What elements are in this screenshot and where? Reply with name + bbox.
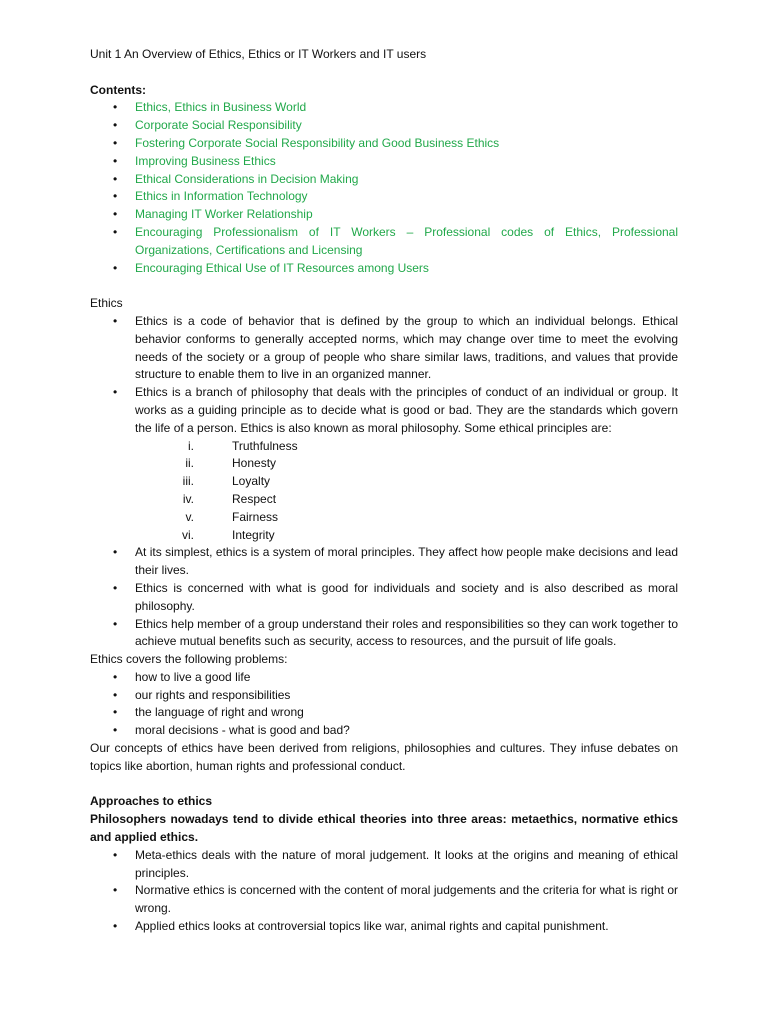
approaches-heading: Approaches to ethics — [90, 794, 213, 809]
problem-item: • moral decisions - what is good and bad? — [90, 722, 678, 740]
document-body — [90, 46, 678, 936]
problem-item: • the language of right and wrong — [90, 704, 678, 722]
principle-text: Loyalty — [232, 474, 271, 489]
contents-item[interactable]: • Encouraging Professionalism of IT Workers – Professional codes of Ethics, Professional Organizations, Certifications and Licensing — [90, 224, 678, 260]
ethics-bullet: • Ethics help member of a group understand their roles and responsibilities so they can work together to achieve mutual benefits such as security, access to resources, and the pursuit of life goals. — [90, 616, 678, 652]
approaches-list — [90, 847, 678, 936]
principle-number: vi. — [182, 527, 194, 542]
principle-item — [90, 438, 678, 456]
spacer — [90, 277, 678, 295]
principle-text: Integrity — [232, 527, 275, 542]
principle-number: iii. — [182, 474, 194, 489]
ethics-bullet-list-continued — [90, 544, 678, 651]
principle-number: i. — [188, 438, 194, 453]
ethics-heading: Ethics — [90, 296, 123, 311]
problems-intro: Ethics covers the following problems: — [90, 652, 288, 667]
ethics-bullet: • Ethics is a code of behavior that is defined by the group to which an individual belongs. Ethical behavior conforms to generally accepted norms, which may change over time to meet the evolving needs of the society or a group of people who share similar laws, traditions, and values that provide structure to enable them to live in an organized manner. — [90, 313, 678, 384]
contents-item[interactable]: • Ethics in Information Technology — [90, 188, 678, 206]
contents-item[interactable]: • Managing IT Worker Relationship — [90, 206, 678, 224]
ethics-bullet-list — [90, 313, 678, 438]
contents-item[interactable]: • Fostering Corporate Social Responsibility and Good Business Ethics — [90, 135, 678, 153]
contents-item[interactable]: • Encouraging Ethical Use of IT Resources among Users — [90, 260, 678, 278]
principle-number: iv. — [182, 491, 194, 506]
contents-item[interactable]: • Improving Business Ethics — [90, 153, 678, 171]
contents-item[interactable]: • Ethical Considerations in Decision Making — [90, 171, 678, 189]
contents-item[interactable]: • Corporate Social Responsibility — [90, 117, 678, 135]
ethics-bullet: • At its simplest, ethics is a system of moral principles. They affect how people make decisions and lead their lives. — [90, 544, 678, 580]
problem-item: • our rights and responsibilities — [90, 687, 678, 705]
contents-heading: Contents: — [90, 82, 146, 97]
ethics-bullet: • Ethics is concerned with what is good for individuals and society and is also described as moral philosophy. — [90, 580, 678, 616]
approach-item: • Normative ethics is concerned with the content of moral judgements and the criteria for what is right or wrong. — [90, 882, 678, 918]
principle-item — [90, 527, 678, 545]
principle-text: Honesty — [232, 456, 277, 471]
principle-number: ii. — [185, 456, 194, 471]
problem-item: • how to live a good life — [90, 669, 678, 687]
ethical-principles-list — [90, 438, 678, 545]
principle-text: Respect — [232, 491, 277, 506]
approach-item: • Meta-ethics deals with the nature of moral judgement. It looks at the origins and meaning of ethical principles. — [90, 847, 678, 883]
principle-number: v. — [185, 509, 194, 524]
principle-item — [90, 455, 678, 473]
contents-list — [90, 99, 678, 277]
ethics-bullet: • Ethics is a branch of philosophy that deals with the principles of conduct of an individual or group. It works as a guiding principle as to decide what is good or bad. They are the standards which govern the life of a person. Ethics is also known as moral philosophy. Some ethical principles are: — [90, 384, 678, 437]
contents-item[interactable]: • Ethics, Ethics in Business World — [90, 99, 678, 117]
document-title: Unit 1 An Overview of Ethics, Ethics or IT Workers and IT users — [90, 47, 427, 61]
principle-text: Fairness — [232, 509, 279, 524]
principle-item — [90, 509, 678, 527]
spacer — [90, 776, 678, 794]
approaches-intro: Philosophers nowadays tend to divide ethical theories into three areas: metaethics, normative ethics and applied ethics. — [90, 812, 678, 845]
principle-item — [90, 473, 678, 491]
problems-list — [90, 669, 678, 740]
principle-item — [90, 491, 678, 509]
ethics-closing-paragraph: Our concepts of ethics have been derived from religions, philosophies and cultures. They infuse debates on topics like abortion, human rights and professional conduct. — [90, 741, 678, 773]
principle-text: Truthfulness — [232, 438, 298, 453]
approach-item: • Applied ethics looks at controversial topics like war, animal rights and capital punishment. — [90, 918, 678, 936]
